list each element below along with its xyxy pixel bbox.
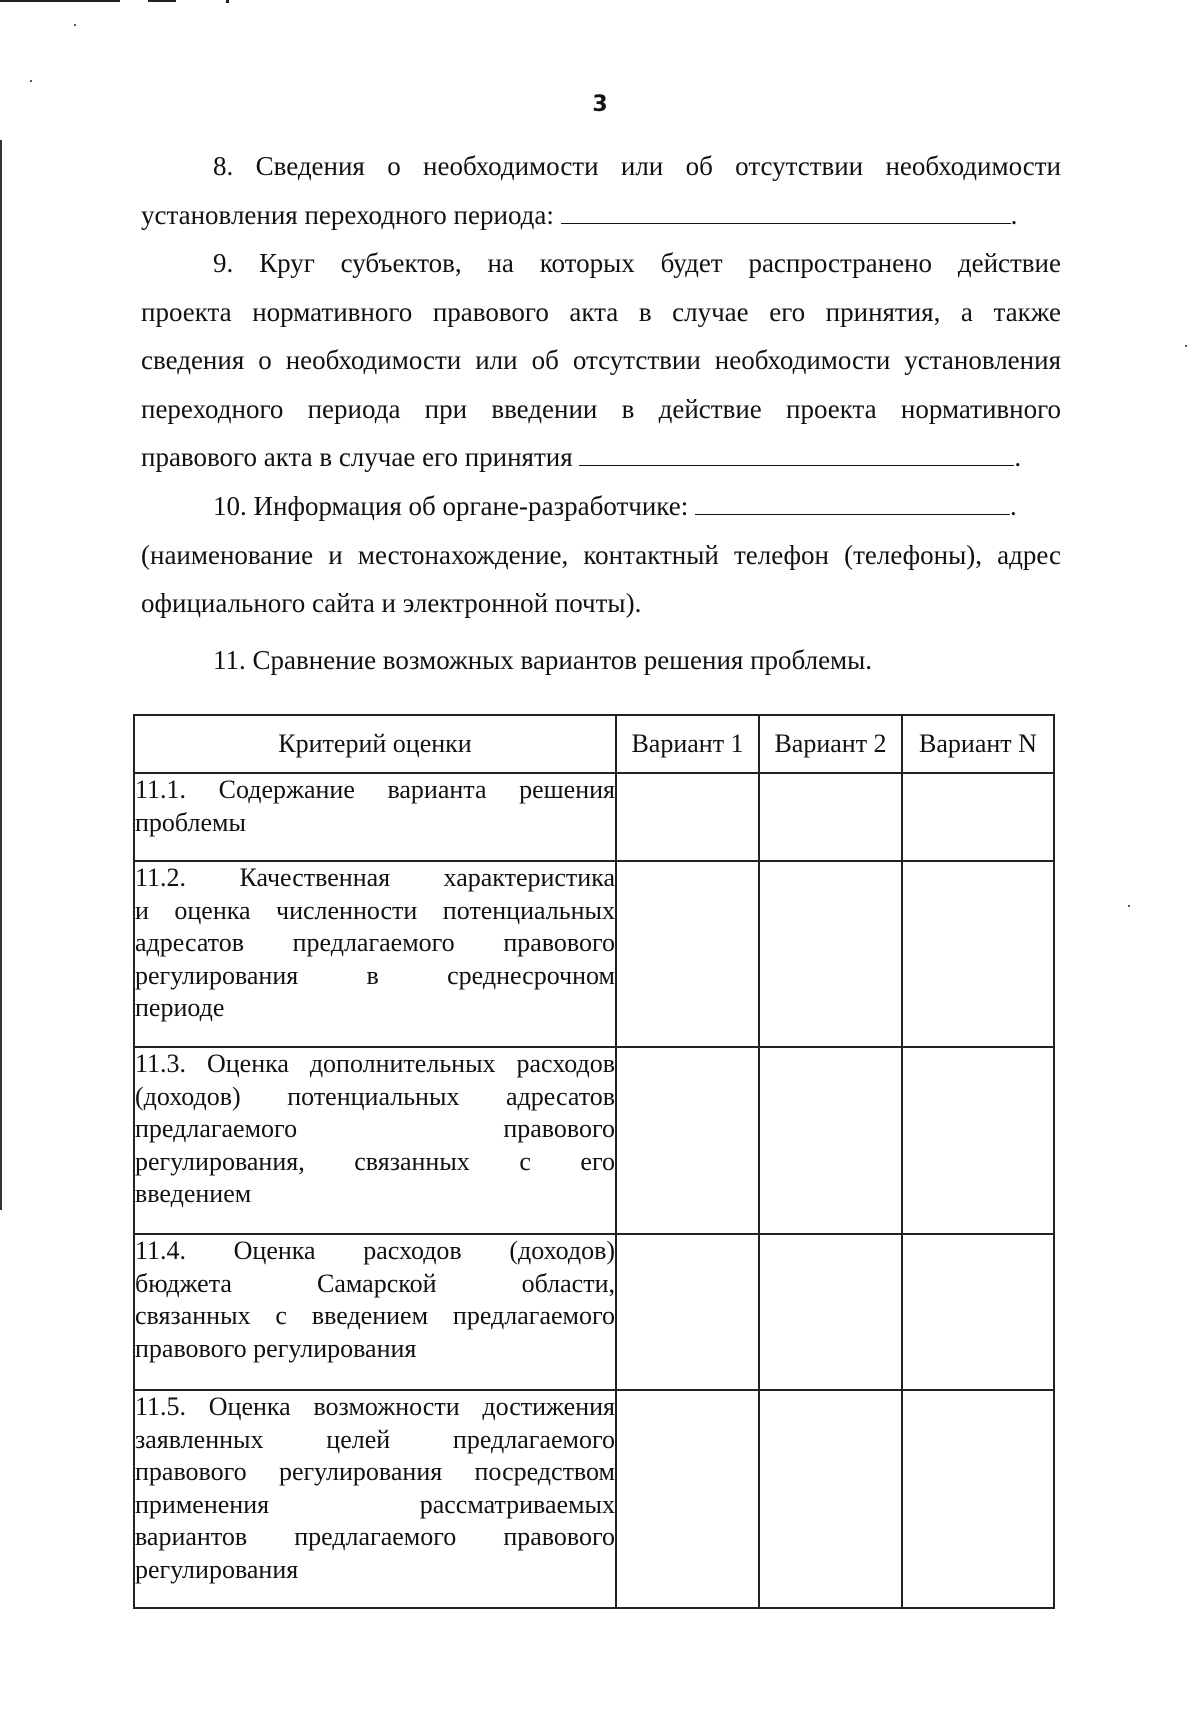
- fill-in-blank: [579, 439, 1014, 466]
- item-9-line: 9. Круг субъектов, на которых будет распространено действие: [213, 248, 1061, 278]
- criterion-line: применения рассматриваемых: [135, 1489, 615, 1519]
- criterion-line: и оценка численности потенциальных: [135, 895, 615, 925]
- scan-mark: [0, 0, 120, 2]
- variant-2-cell[interactable]: [759, 861, 902, 1047]
- item-8-line: 8. Сведения о необходимости или об отсутствии необходимости: [213, 151, 1061, 181]
- criterion-line: 11.5. Оценка возможности достижения: [135, 1392, 615, 1421]
- item-8: [141, 142, 1061, 239]
- variant-n-cell[interactable]: [902, 1234, 1054, 1390]
- table-row: [134, 773, 1054, 861]
- item-8-line: [141, 191, 1061, 240]
- variant-2-cell[interactable]: [759, 1234, 902, 1390]
- variant-1-cell[interactable]: [616, 861, 759, 1047]
- item-10-text: 10. Информация об органе-разработчике:: [213, 491, 689, 521]
- item-10-line: [141, 482, 1061, 531]
- criterion-line: 11.2. Качественная характеристика: [135, 863, 615, 892]
- item-9-line: переходного периода при введении в действие проекта нормативного: [141, 393, 1061, 424]
- criterion-line: бюджета Самарской области,: [135, 1268, 615, 1298]
- item-11: [141, 636, 1061, 685]
- criterion-line: вариантов предлагаемого правового: [135, 1522, 615, 1551]
- table-row: [134, 1390, 1054, 1608]
- criterion-line: предлагаемого правового: [135, 1114, 615, 1143]
- criterion-line: 11.1. Содержание варианта решения: [135, 775, 615, 804]
- variant-2-cell[interactable]: [759, 1390, 902, 1608]
- criterion-line: регулирования: [135, 1554, 299, 1584]
- header-variant-n: Вариант N: [902, 715, 1054, 773]
- criterion-line: правового регулирования: [135, 1333, 417, 1363]
- item-10-line: официального сайта и электронной почты).: [141, 588, 642, 618]
- period: .: [1009, 491, 1017, 521]
- scan-dot: [1185, 345, 1187, 347]
- item-10-line: (наименование и местонахождение, контактный телефон (телефоны), адрес: [141, 539, 1061, 570]
- criterion-cell: [134, 1234, 616, 1390]
- variant-n-cell[interactable]: [902, 1390, 1054, 1608]
- item-9-line: [141, 433, 1061, 482]
- criterion-cell: [134, 773, 616, 861]
- item-9: [141, 239, 1061, 482]
- criterion-line: введением: [135, 1179, 252, 1208]
- table-row: [134, 861, 1054, 1047]
- criterion-line: регулирования в среднесрочном: [135, 960, 615, 990]
- criterion-line: заявленных целей предлагаемого: [135, 1424, 615, 1454]
- criterion-line: периоде: [135, 993, 225, 1022]
- comparison-table: [133, 714, 1055, 1609]
- fill-in-blank: [561, 197, 1011, 224]
- criterion-line: регулирования, связанных с его: [135, 1146, 615, 1176]
- header-variant-1: Вариант 1: [616, 715, 759, 773]
- item-10: [141, 482, 1061, 628]
- item-9-text: правового акта в случае его принятия: [141, 442, 573, 472]
- criterion-cell: [134, 861, 616, 1047]
- criterion-line: проблемы: [135, 807, 246, 837]
- criterion-cell: [134, 1390, 616, 1608]
- item-11-title: 11. Сравнение возможных вариантов решения проблемы.: [213, 645, 873, 675]
- criterion-line: 11.3. Оценка дополнительных расходов: [135, 1049, 615, 1078]
- criterion-line: правового регулирования посредством: [135, 1457, 615, 1486]
- criterion-line: 11.4. Оценка расходов (доходов): [135, 1236, 615, 1265]
- criterion-line: (доходов) потенциальных адресатов: [135, 1081, 615, 1111]
- scan-edge: [0, 140, 2, 1210]
- item-8-text: установления переходного периода:: [141, 199, 554, 230]
- item-9-line: сведения о необходимости или об отсутствии необходимости установления: [141, 345, 1061, 375]
- criterion-line: связанных с введением предлагаемого: [135, 1301, 615, 1330]
- fill-in-blank: [695, 488, 1010, 515]
- variant-2-cell[interactable]: [759, 1047, 902, 1234]
- table-row: [134, 1047, 1054, 1234]
- variant-1-cell[interactable]: [616, 1047, 759, 1234]
- scan-mark: [226, 0, 229, 3]
- scan-dot: [1128, 905, 1130, 907]
- scan-mark: [148, 0, 176, 2]
- variant-1-cell[interactable]: [616, 773, 759, 861]
- page-number: 3: [592, 92, 608, 117]
- table-header-row: [134, 715, 1054, 773]
- criterion-line: адресатов предлагаемого правового: [135, 928, 615, 957]
- item-9-line: проекта нормативного правового акта в случае его принятия, а также: [141, 296, 1061, 327]
- criterion-cell: [134, 1047, 616, 1234]
- header-criterion: Критерий оценки: [134, 715, 616, 773]
- header-variant-2: Вариант 2: [759, 715, 902, 773]
- variant-n-cell[interactable]: [902, 1047, 1054, 1234]
- period: .: [1010, 199, 1018, 230]
- scan-dot: [74, 24, 76, 26]
- table-row: [134, 1234, 1054, 1390]
- scan-dot: [30, 80, 32, 82]
- period: .: [1014, 442, 1022, 472]
- variant-2-cell[interactable]: [759, 773, 902, 861]
- variant-1-cell[interactable]: [616, 1390, 759, 1608]
- variant-n-cell[interactable]: [902, 861, 1054, 1047]
- variant-n-cell[interactable]: [902, 773, 1054, 861]
- variant-1-cell[interactable]: [616, 1234, 759, 1390]
